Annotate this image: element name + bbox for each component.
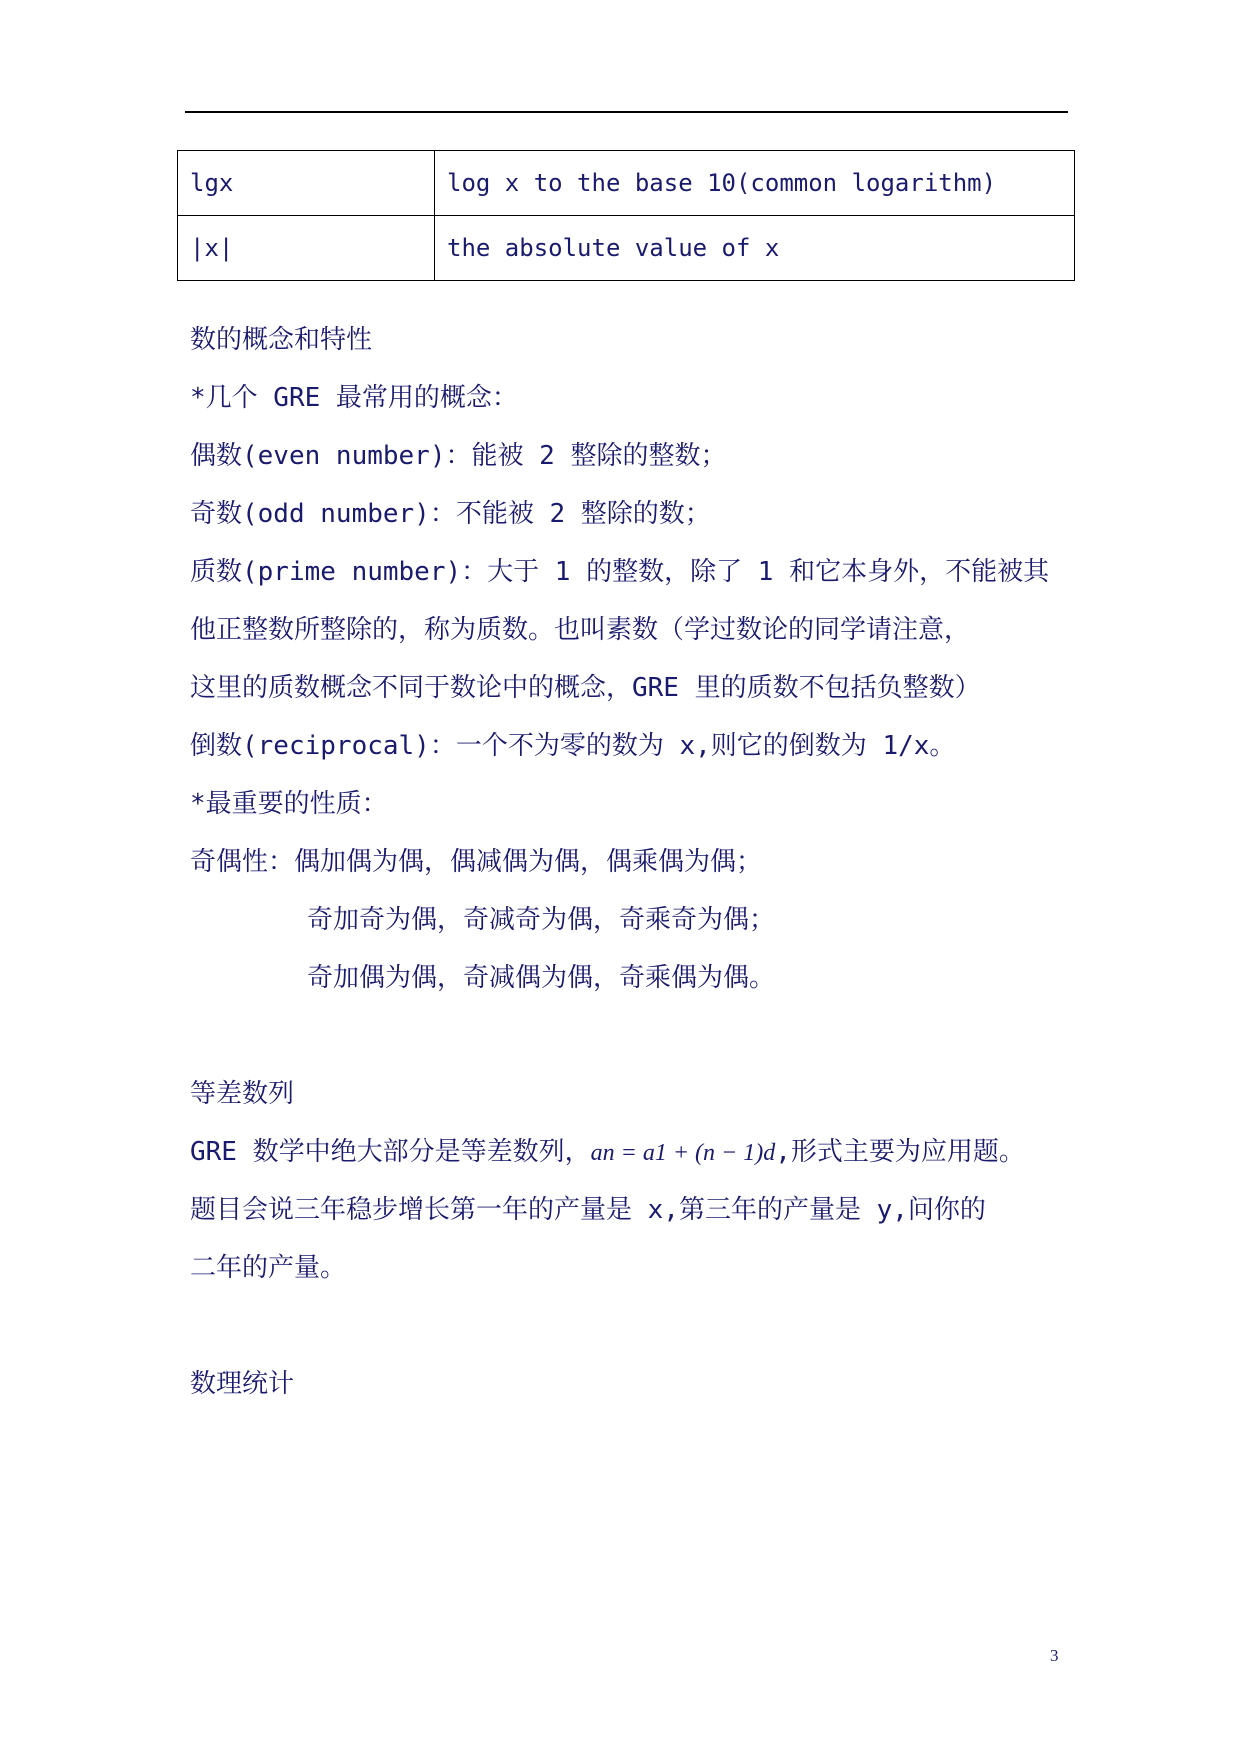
text-line: 二年的产量。 [190, 1253, 347, 1283]
table-row [178, 151, 1075, 216]
text-line-with-formula [190, 1136, 1025, 1169]
section-heading-statistics: 数理统计 [190, 1369, 295, 1399]
meaning-cell: the absolute value of x [435, 216, 1075, 281]
text-line: 题目会说三年稳步增长第一年的产量是 x,第三年的产量是 y,问你的 [190, 1195, 986, 1225]
text-line: 他正整数所整除的，称为质数。也叫素数（学过数论的同学请注意， [190, 615, 971, 645]
symbol-cell: lgx [178, 151, 435, 216]
meaning-cell: log x to the base 10(common logarithm) [435, 151, 1075, 216]
text-line: 偶数(even number)：能被 2 整除的整数； [190, 441, 727, 471]
text-line-indented: 奇加奇为偶，奇减奇为偶，奇乘奇为偶； [307, 905, 776, 935]
symbol-table [177, 150, 1075, 281]
text-suffix: ,形式主要为应用题。 [775, 1137, 1025, 1167]
symbol-cell: |x| [178, 216, 435, 281]
page-number: 3 [1050, 1646, 1059, 1665]
text-line: 倒数(reciprocal)：一个不为零的数为 x,则它的倒数为 1/x。 [190, 731, 956, 761]
text-line: 质数(prime number)：大于 1 的整数，除了 1 和它本身外，不能被其 [190, 557, 1050, 587]
header-rule [185, 111, 1068, 113]
text-line-indented: 奇加偶为偶，奇减偶为偶，奇乘偶为偶。 [307, 963, 776, 993]
text-line: 这里的质数概念不同于数论中的概念，GRE 里的质数不包括负整数） [190, 673, 981, 703]
text-prefix: GRE 数学中绝大部分是等差数列， [190, 1137, 591, 1167]
section-heading-arithmetic-sequence: 等差数列 [190, 1079, 295, 1109]
text-line: *最重要的性质： [190, 789, 388, 819]
arithmetic-sequence-formula: an = a1 + (n − 1)d [590, 1140, 776, 1166]
text-line: 奇数(odd number)：不能被 2 整除的数； [190, 499, 711, 529]
section-heading-number-concepts: 数的概念和特性 [190, 325, 373, 355]
text-line: 奇偶性：偶加偶为偶，偶减偶为偶，偶乘偶为偶； [190, 847, 763, 877]
text-line: *几个 GRE 最常用的概念： [190, 383, 518, 413]
table-row [178, 216, 1075, 281]
